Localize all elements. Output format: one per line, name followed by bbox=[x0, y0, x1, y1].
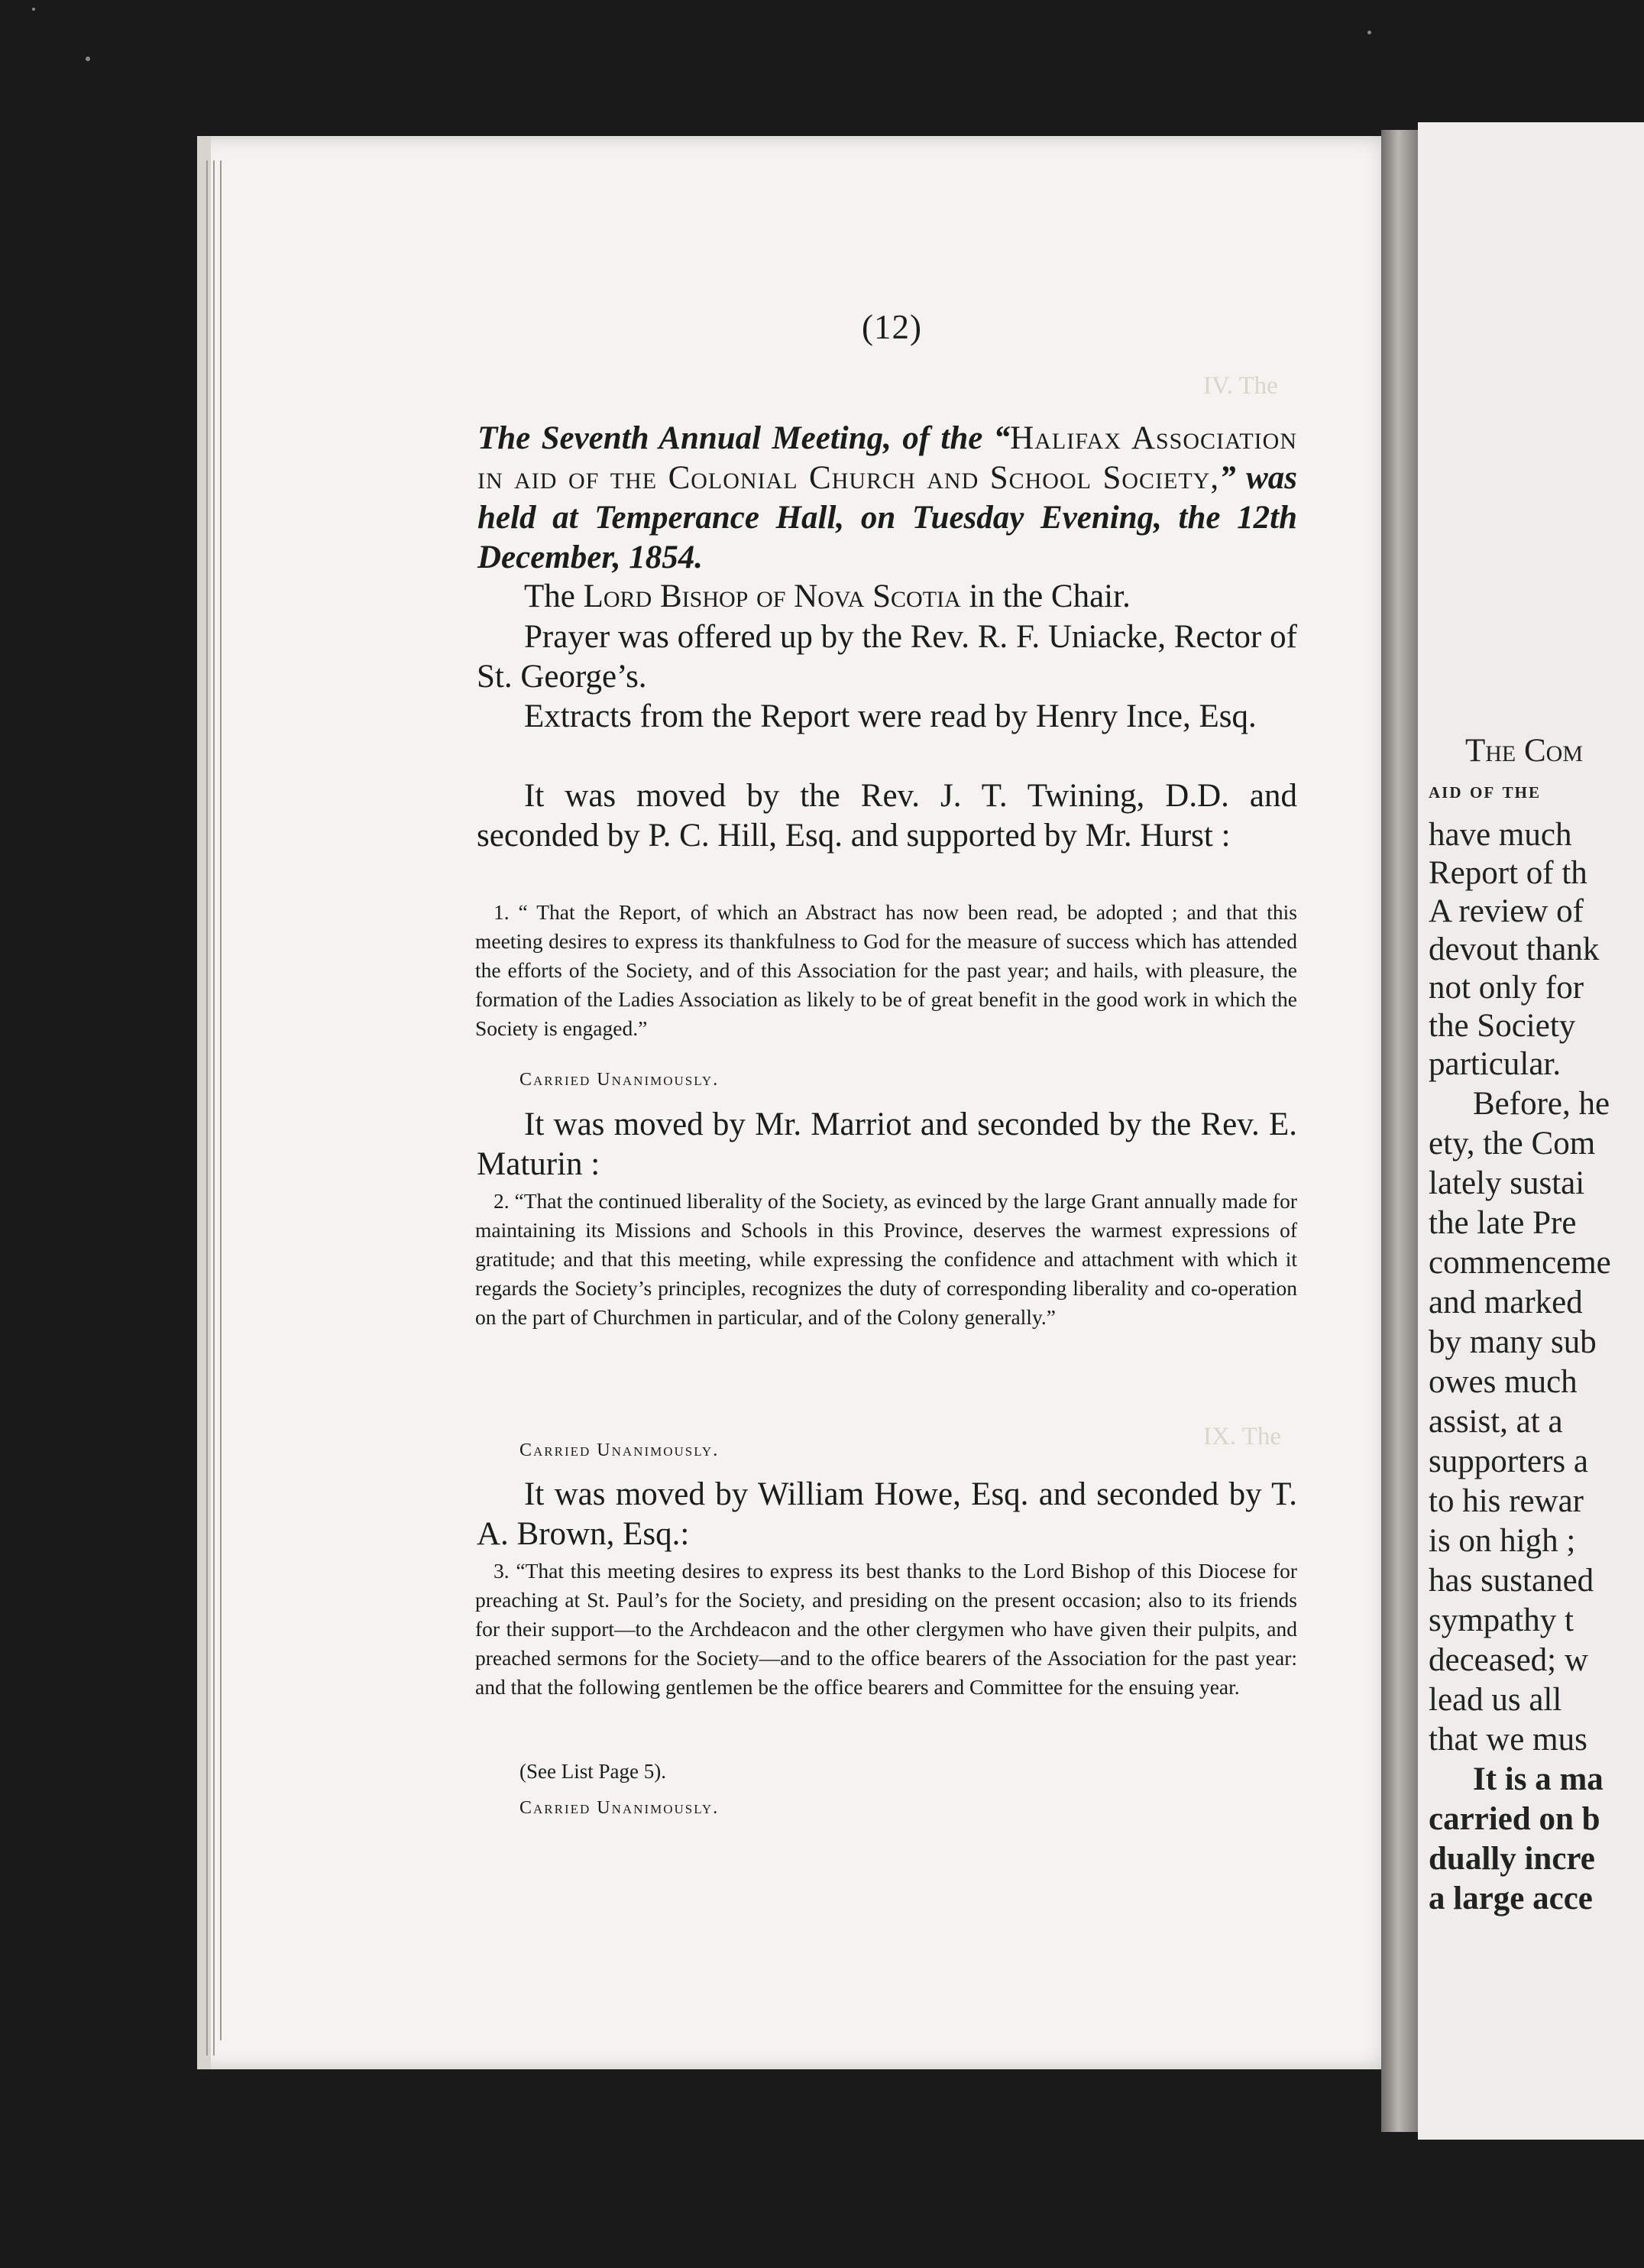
bleed-through-text: IX. The bbox=[1203, 1423, 1282, 1450]
right-page-line: devout thank bbox=[1429, 932, 1600, 967]
right-page-line: to his rewar bbox=[1429, 1483, 1584, 1519]
right-page-line: particular. bbox=[1429, 1046, 1561, 1082]
right-page-line: commenceme bbox=[1429, 1245, 1611, 1281]
right-page-line: the late Pre bbox=[1429, 1205, 1577, 1241]
book-gutter bbox=[1381, 130, 1419, 2132]
right-page bbox=[1418, 122, 1644, 2140]
right-page-line: dually incre bbox=[1429, 1841, 1595, 1877]
right-page-line: It is a ma bbox=[1473, 1761, 1604, 1797]
page-number: (12) bbox=[862, 308, 922, 346]
right-page-line: A review of bbox=[1429, 893, 1584, 929]
right-page-line: has sustaned bbox=[1429, 1563, 1594, 1599]
right-page-line: The Com bbox=[1465, 733, 1584, 769]
prayer-paragraph: Prayer was offered up by the Rev. R. F. Uniacke, Rector of St. George’s. bbox=[477, 619, 1297, 695]
right-page-line: Before, he bbox=[1473, 1086, 1610, 1122]
right-page-line: owes much bbox=[1429, 1364, 1578, 1400]
scan-speck bbox=[1367, 31, 1371, 34]
right-page-line: a large acce bbox=[1429, 1881, 1593, 1916]
right-page-line: lead us all bbox=[1429, 1682, 1562, 1718]
resolution-3: 3. “That this meeting desires to express its best thanks to the Lord Bishop of this Diocese for preaching at St. Paul’s for the Society, and presiding on the present occasion; also to its friends for their support—to the Archdeacon and the other clergymen who have given their pulpits, and preached sermons for the Society—and to the office bearers of the Association for the past year: and that the following gentlemen be the office bearers and Committee for the ensuing year. bbox=[475, 1559, 1297, 1699]
right-page-line: Report of th bbox=[1429, 855, 1587, 891]
right-page-line: ety, the Com bbox=[1429, 1126, 1596, 1162]
right-page-line: that we mus bbox=[1429, 1722, 1587, 1758]
right-page-line: and marked bbox=[1429, 1285, 1583, 1320]
right-page-line: have much bbox=[1429, 817, 1572, 853]
carried-unanimously-2: Carried Unanimously. bbox=[519, 1440, 720, 1460]
right-page-line: supporters a bbox=[1429, 1443, 1588, 1479]
right-page-line: the Society bbox=[1429, 1008, 1576, 1044]
scan-speck bbox=[86, 57, 90, 61]
carried-unanimously-1: Carried Unanimously. bbox=[519, 1070, 720, 1090]
extracts-paragraph: Extracts from the Report were read by Henry Ince, Esq. bbox=[524, 698, 1257, 734]
bleed-through-text: IV. The bbox=[1203, 372, 1278, 400]
right-page-line: assist, at a bbox=[1429, 1404, 1563, 1440]
right-page-line: by many sub bbox=[1429, 1324, 1597, 1360]
resolution-2: 2. “That the continued liberality of the Society, as evinced by the large Grant annually made for maintaining its Missions and Schools in this Province, deserves the warmest expressions of gratitude; and that this meeting, while expressing the confidence and attachment with which it regards the Society’s principles, recognizes the duty of corresponding liberality and co-operation on the part of Churchmen in particular, and of the Colony generally.” bbox=[475, 1189, 1297, 1329]
motion-3: It was moved by William Howe, Esq. and seconded by T. A. Brown, Esq.: bbox=[477, 1476, 1297, 1552]
right-page-line: is on high ; bbox=[1429, 1523, 1576, 1559]
right-page-line: carried on b bbox=[1429, 1801, 1600, 1837]
carried-unanimously-3: Carried Unanimously. bbox=[519, 1798, 720, 1818]
chair-paragraph: The Lord Bishop of Nova Scotia in the Chair. bbox=[524, 578, 1131, 614]
scan-speck bbox=[32, 8, 35, 11]
meeting-heading: The Seventh Annual Meeting, of the “Halifax Association in aid of the Colonial Church and School Society,” was held at Temperance Hall, on Tuesday Evening, the 12th December, 1854. bbox=[477, 420, 1297, 575]
right-page-line: sympathy t bbox=[1429, 1602, 1574, 1638]
resolution-1: 1. “ That the Report, of which an Abstract has now been read, be adopted ; and that this meeting desires to express its thankfulness to God for the measure of success which has attended the efforts of the Society, and of this Association for the past year; and hails, with pleasure, the formation of the Ladies Association as likely to be of great benefit in the good work in which the Society is engaged.” bbox=[475, 900, 1297, 1040]
right-page-line: aid of the bbox=[1429, 778, 1542, 803]
page-edge-line bbox=[206, 160, 208, 2056]
motion-2: It was moved by Mr. Marriot and seconded by the Rev. E. Maturin : bbox=[477, 1106, 1297, 1182]
page-edge-line bbox=[220, 160, 222, 2040]
see-list-note: (See List Page 5). bbox=[519, 1760, 666, 1783]
page-edge-line bbox=[213, 160, 215, 2056]
right-page-line: lately sustai bbox=[1429, 1165, 1585, 1201]
motion-1: It was moved by the Rev. J. T. Twining, D.D. and seconded by P. C. Hill, Esq. and supported by Mr. Hurst : bbox=[477, 778, 1297, 854]
right-page-line: deceased; w bbox=[1429, 1642, 1588, 1678]
right-page-line: not only for bbox=[1429, 970, 1584, 1006]
